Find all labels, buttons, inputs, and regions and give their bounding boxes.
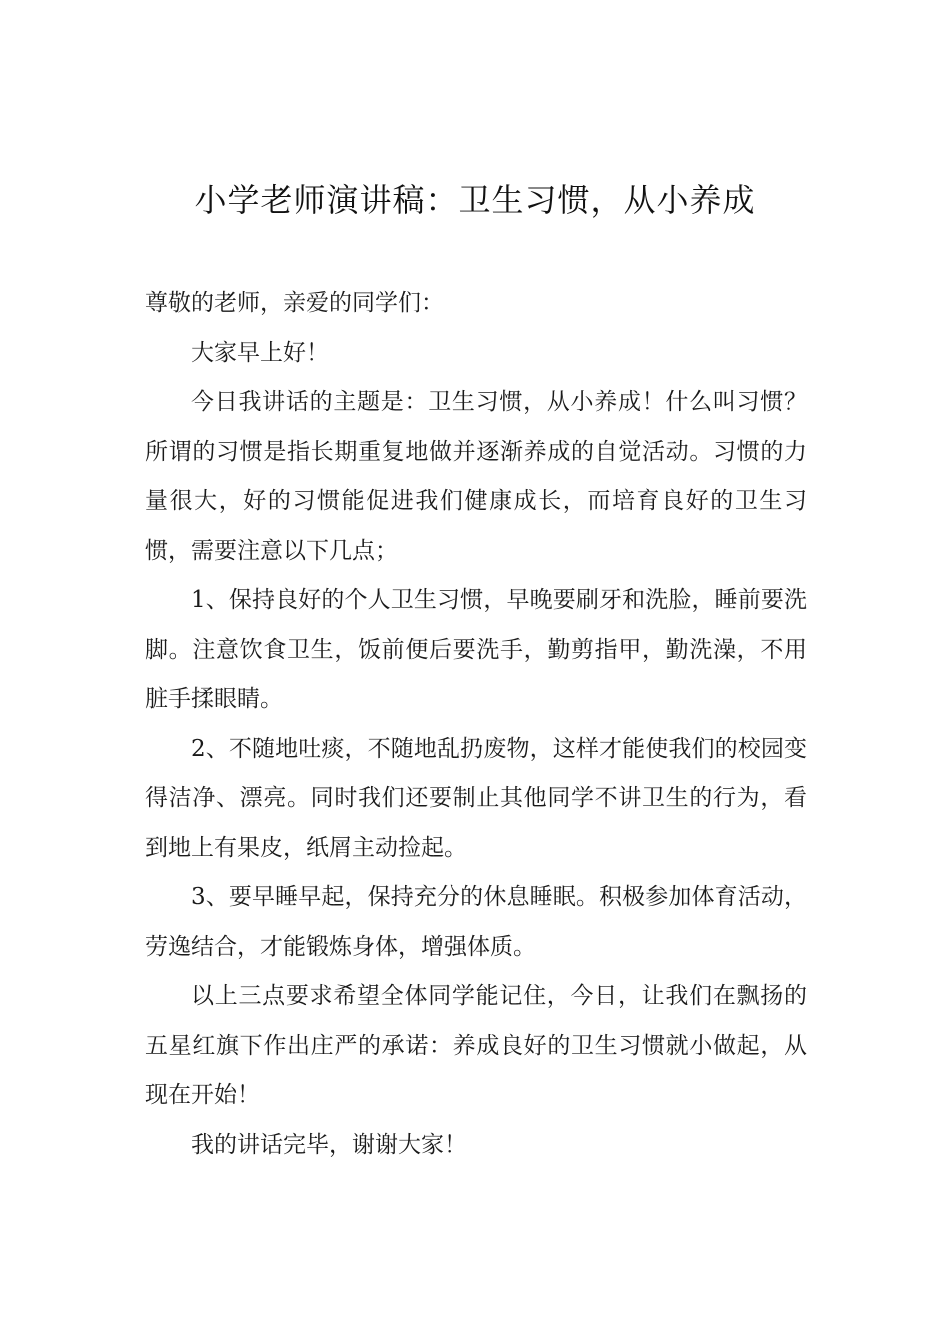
paragraph-point-2: 2、不随地吐痰，不随地乱扔废物，这样才能使我们的校园变得洁净、漂亮。同时我们还要制止其他同学不讲卫生的行为，看到地上有果皮，纸屑主动捡起。 xyxy=(145,735,807,861)
paragraph-greeting: 大家早上好！ xyxy=(191,339,329,366)
paragraph-point-3: 3、要早睡早起，保持充分的休息睡眠。积极参加体育活动，劳逸结合，才能锻炼身体，增强体质。 xyxy=(145,884,807,960)
document-title: 小学老师演讲稿：卫生习惯，从小养成 xyxy=(194,181,756,219)
paragraph-point-1: 1、保持良好的个人卫生习惯，早晚要刷牙和洗脸，睡前要洗脚。注意饮食卫生，饭前便后要洗手，勤剪指甲，勤洗澡，不用脏手揉眼睛。 xyxy=(145,587,807,712)
paragraph-closing: 我的讲话完毕，谢谢大家！ xyxy=(191,1131,467,1158)
salutation: 尊敬的老师，亲爱的同学们： xyxy=(145,290,444,316)
paragraph-pledge: 以上三点要求希望全体同学能记住，今日，让我们在飘扬的五星红旗下作出庄严的承诺：养成良好的卫生习惯就小做起，从现在开始！ xyxy=(145,983,807,1108)
paragraph-topic: 今日我讲话的主题是：卫生习惯，从小养成！什么叫习惯？所谓的习惯是指长期重复地做并逐渐养成的自觉活动。习惯的力量很大，好的习惯能促进我们健康成长，而培育良好的卫生习惯，需要注意以下几点； xyxy=(145,389,807,564)
document-body xyxy=(145,279,807,1170)
